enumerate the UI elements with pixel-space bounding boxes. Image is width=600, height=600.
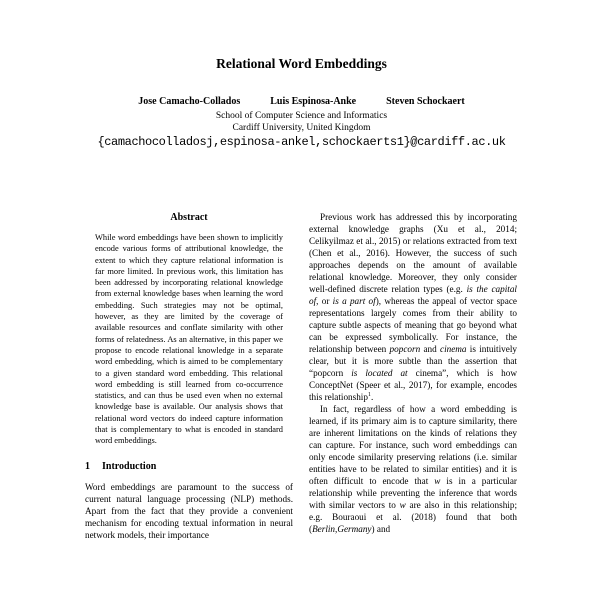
left-column [85, 211, 293, 541]
author-name-3: Steven Schockaert [386, 96, 465, 107]
right-paragraph-1: Previous work has addressed this by incorporating external knowledge graphs (Xu et al., 2014; Celikyilmaz et al., 2015) or relations extracted from text (Chen et al., 2016). However, the success of such approaches depends on the amount of available relational knowledge. Moreover, they only consider well-defined discrete relation types (e.g. is the capital of, or is a part of), whereas the appeal of vector space representations largely comes from their ability to capture subtle aspects of meaning that go beyond what can be expressed symbolically. For instance, the relationship between popcorn and cinema is intuitively clear, but it is more subtle than the assertion that “popcorn is located at cinema”, which is how ConceptNet (Speer et al., 2017), for example, encodes this relationship$^1$. [309, 212, 518, 402]
abstract-section [85, 211, 293, 447]
author-name-2: Luis Espinosa-Anke [270, 96, 357, 107]
email-line: {camachocolladosj,espinosa-ankel,schockaerts1}@cardiff.ac.uk [97, 135, 506, 149]
section-number: 1 [85, 460, 90, 472]
section-1-heading [85, 460, 293, 473]
intro-paragraph: Word embeddings are paramount to the success of current natural language processing (NLP) methods. Apart from the fact that they provide a convenient mechanism for encoding textual information in neural network models, their importance [85, 481, 293, 540]
two-column-body [85, 211, 518, 541]
affiliation-line-1: School of Computer Science and Informatics [215, 111, 388, 121]
right-column [309, 211, 517, 541]
abstract-text: While word embeddings have been shown to implicitly encode various forms of attributional knowledge, the extent to which they capture relational information is far more limited. In previous work, this limitation has been addressed by incorporating relational knowledge from external knowledge bases when learning the word embedding. Such strategies may not be optimal, however, as they are limited by the coverage of available resources and conflate similarity with other forms of relatedness. As an alternative, in this paper we propose to encode relational knowledge in a separate word embedding, which is aimed to be complementary to a given standard word embedding. This relational word embedding is still learned from co-occurrence statistics, and can thus be used even when no external knowledge base is available. Our analysis shows that relational word vectors do indeed capture information that is complementary to what is encoded in standard word embeddings. [95, 233, 283, 446]
section-title: Introduction [102, 460, 157, 472]
right-paragraph-2: In fact, regardless of how a word embedding is learned, if its primary aim is to capture similarity, there are inherent limitations on the kinds of relations they can capture. For instance, such word embeddings can only encode similarity preserving relations (i.e. similar entities have to be related to similar entities) and it is often difficult to encode that w is in a particular relationship while preventing the inference that words with similar vectors to w are also in this relationship; e.g. Bouraoui et al. (2018) found that both (Berlin,Germany) and [309, 404, 517, 534]
author-name-1: Jose Camacho-Collados [138, 96, 241, 107]
affiliation-line-2: Cardiff University, United Kingdom [232, 123, 371, 133]
authors-row [85, 96, 518, 108]
abstract-heading: Abstract [170, 212, 208, 223]
paper-title: Relational Word Embeddings [216, 56, 387, 71]
